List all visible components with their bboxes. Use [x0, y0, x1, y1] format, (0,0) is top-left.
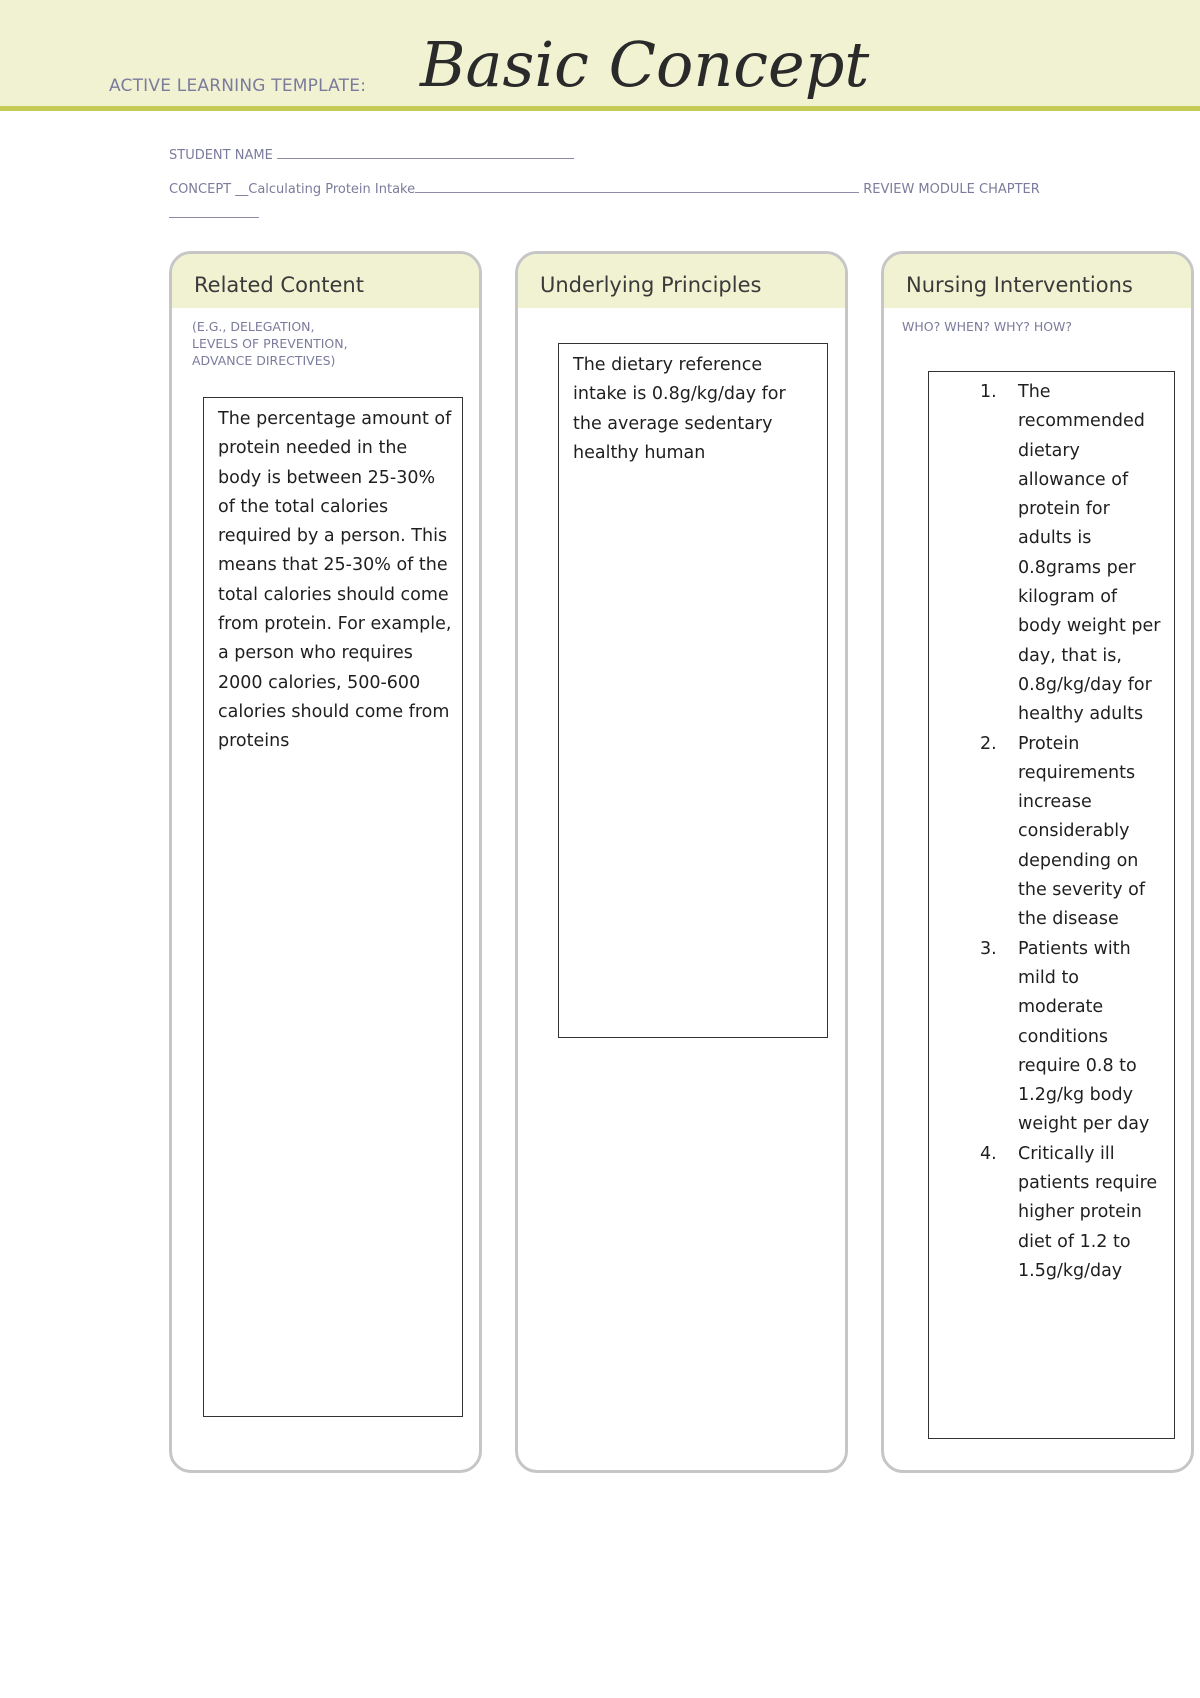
concept-line [415, 180, 859, 193]
subtitle-line: (E.G., DELEGATION, [192, 319, 315, 334]
related-content-text: The percentage amount of protein needed in the body is between 25-30% of the total calories required by a person. This means that 25-30% of the total calories should come from protein. For example, a person who requires 2000 calories, 500-600 calories should come from proteins [218, 409, 452, 752]
concept-row [169, 180, 1040, 197]
underlying-principles-header [518, 254, 845, 308]
student-name-field[interactable] [277, 146, 574, 159]
related-content-title: Related Content [194, 273, 364, 297]
student-name-label: STUDENT NAME [169, 148, 273, 163]
related-content-box[interactable] [203, 397, 463, 1417]
list-item [980, 730, 1164, 935]
review-module-field[interactable] [169, 217, 259, 218]
nursing-interventions-header [884, 254, 1191, 308]
related-content-panel [169, 251, 482, 1473]
underlying-principles-panel [515, 251, 848, 1473]
list-item [980, 935, 1164, 1140]
related-content-header [172, 254, 479, 308]
list-number: 2. [980, 733, 997, 754]
list-number: 1. [980, 382, 997, 402]
nursing-interventions-subtitle: WHO? WHEN? WHY? HOW? [902, 319, 1073, 334]
concept-value[interactable]: Calculating Protein Intake [248, 182, 416, 197]
student-name-row [169, 146, 574, 163]
list-number: 4. [980, 1143, 997, 1164]
related-content-subtitle [192, 318, 348, 369]
underlying-principles-title: Underlying Principles [540, 273, 762, 297]
list-item [980, 378, 1164, 730]
nursing-interventions-box[interactable] [928, 371, 1175, 1439]
template-label: ACTIVE LEARNING TEMPLATE: [109, 76, 367, 96]
list-text: Patients with mild to moderate conditions require 0.8 to 1.2g/kg body weight per day [1018, 938, 1150, 1135]
list-number: 3. [980, 938, 997, 959]
list-text: Protein requirements increase considerably depending on the severity of the disease [1018, 733, 1145, 930]
page-title: Basic Concept [420, 28, 870, 101]
interventions-list [980, 378, 1164, 1286]
review-module-label: REVIEW MODULE CHAPTER [863, 182, 1040, 197]
subtitle-line: ADVANCE DIRECTIVES) [192, 353, 336, 368]
nursing-interventions-title: Nursing Interventions [906, 273, 1133, 297]
list-item [980, 1140, 1164, 1286]
underlying-principles-text: The dietary reference intake is 0.8g/kg/day for the average sedentary healthy human [573, 355, 786, 463]
list-text: Critically ill patients require higher protein diet of 1.2 to 1.5g/kg/day [1018, 1143, 1158, 1281]
subtitle-line: LEVELS OF PREVENTION, [192, 336, 348, 351]
nursing-interventions-panel [881, 251, 1194, 1473]
concept-label: CONCEPT __ [169, 182, 249, 197]
underlying-principles-box[interactable] [558, 343, 828, 1038]
list-text: The recommended dietary allowance of protein for adults is 0.8grams per kilogram of body weight per day, that is, 0.8g/kg/day for healthy adults [1018, 382, 1161, 725]
